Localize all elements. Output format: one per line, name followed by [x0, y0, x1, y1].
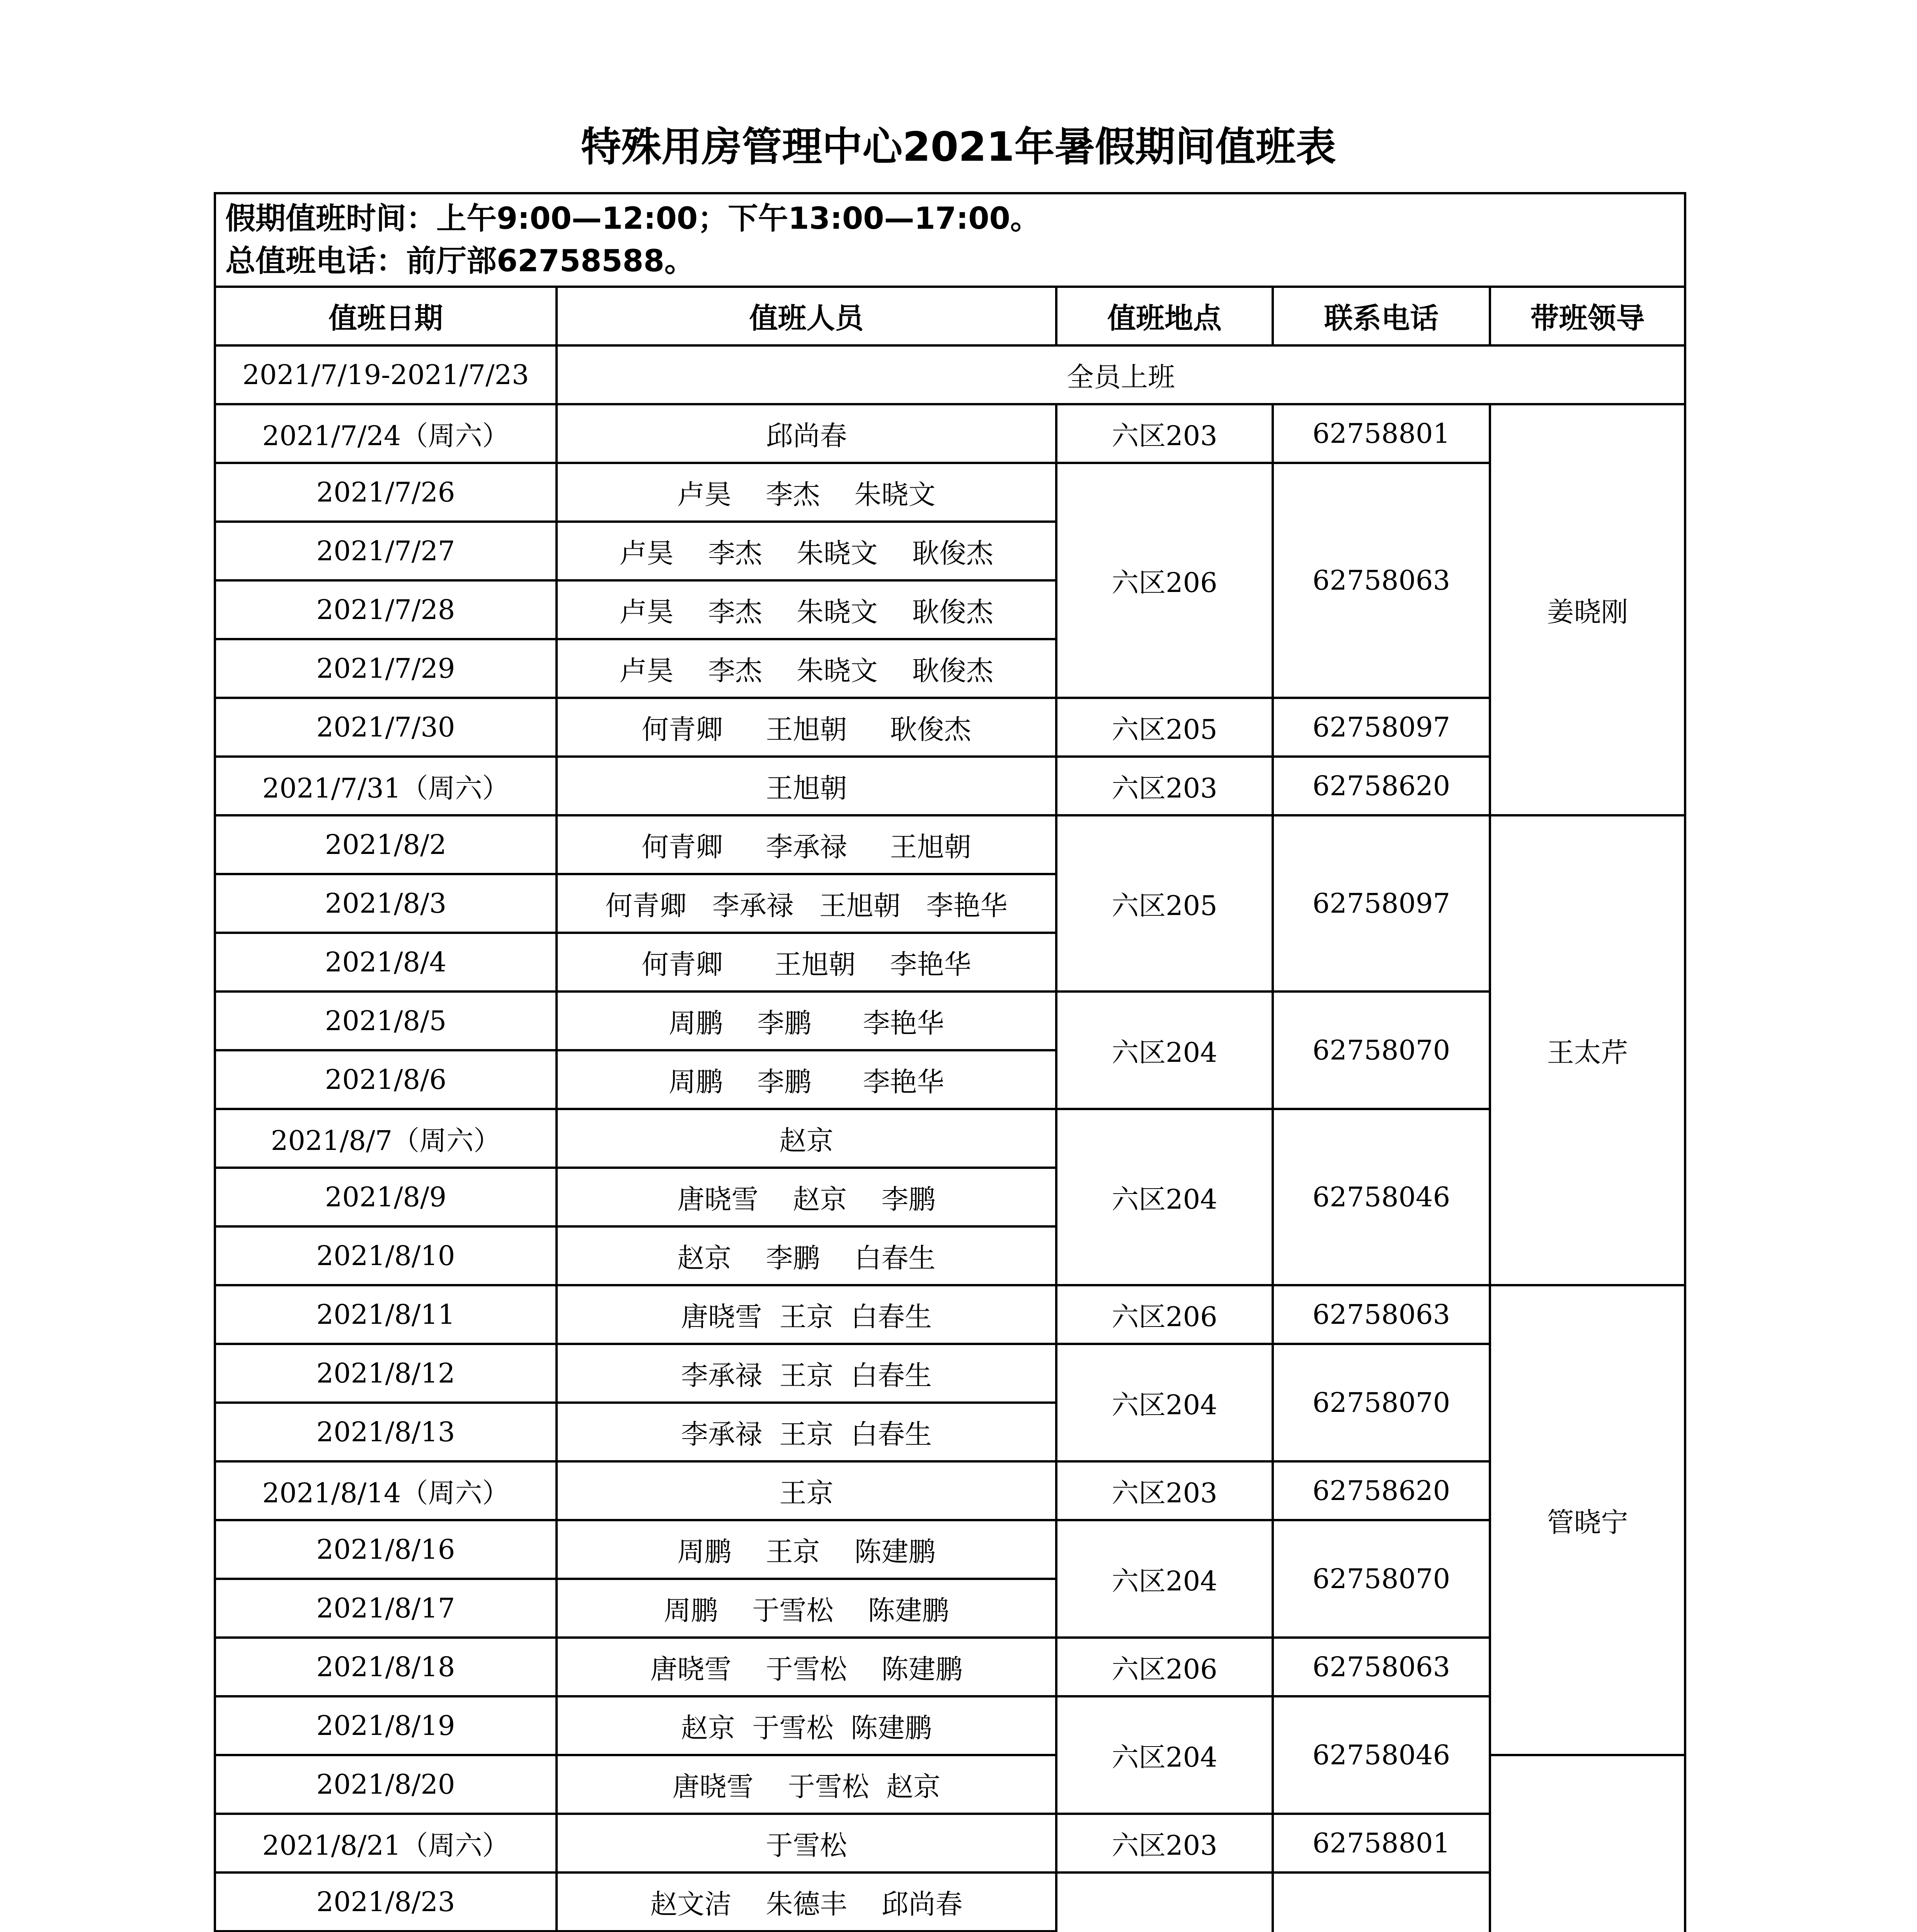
duty-hours: 假期值班时间：上午9:00—12:00；下午13:00—17:00。	[225, 201, 1040, 236]
place-cell: 六区203	[1056, 1461, 1273, 1520]
place-cell	[1056, 1872, 1273, 1932]
table-row	[215, 404, 1685, 463]
table-row	[215, 1872, 1685, 1931]
table-row	[215, 1814, 1685, 1872]
table-row	[215, 1344, 1685, 1403]
header-staff: 值班人员	[557, 287, 1056, 345]
table-row	[215, 698, 1685, 757]
date-cell: 2021/8/18	[215, 1638, 557, 1696]
date-cell: 2021/8/14（周六）	[215, 1461, 557, 1520]
staff-cell: 何青卿 李承禄 王旭朝	[557, 815, 1056, 874]
place-cell: 六区204	[1056, 992, 1273, 1109]
date-cell: 2021/8/2	[215, 815, 557, 874]
staff-cell: 唐晓雪 王京 白春生	[557, 1285, 1056, 1344]
staff-cell: 卢昊 李杰 朱晓文 耿俊杰	[557, 639, 1056, 698]
place-cell: 六区206	[1056, 463, 1273, 698]
staff-cell: 邱尚春	[557, 404, 1056, 463]
phone-cell: 62758070	[1273, 1520, 1490, 1638]
date-cell: 2021/8/12	[215, 1344, 557, 1403]
phone-cell: 62758046	[1273, 1109, 1490, 1285]
staff-cell: 李承禄 王京 白春生	[557, 1403, 1056, 1461]
table-row	[215, 1461, 1685, 1520]
date-cell: 2021/8/23	[215, 1872, 557, 1931]
date-cell: 2021/8/9	[215, 1168, 557, 1226]
table-row	[215, 815, 1685, 874]
place-cell: 六区206	[1056, 1638, 1273, 1696]
all-staff-note: 全员上班	[557, 345, 1685, 404]
place-cell: 六区204	[1056, 1520, 1273, 1638]
header-date: 值班日期	[215, 287, 557, 345]
date-cell: 2021/7/19-2021/7/23	[215, 345, 557, 404]
table-row	[215, 1520, 1685, 1579]
date-cell: 2021/8/20	[215, 1755, 557, 1814]
leader-cell: 姜晓刚	[1490, 404, 1685, 815]
staff-cell: 卢昊 李杰 朱晓文 耿俊杰	[557, 522, 1056, 580]
staff-cell: 卢昊 李杰 朱晓文	[557, 463, 1056, 522]
staff-cell: 周鹏 王京 陈建鹏	[557, 1520, 1056, 1579]
date-cell: 2021/8/6	[215, 1050, 557, 1109]
duty-schedule-table	[214, 192, 1686, 1932]
date-cell: 2021/8/4	[215, 933, 557, 992]
page-title: 特殊用房管理中心2021年暑假期间值班表	[581, 123, 1336, 170]
staff-cell: 周鹏 于雪松 陈建鹏	[557, 1579, 1056, 1638]
staff-cell: 赵文洁 朱德丰 邱尚春	[557, 1872, 1056, 1931]
place-cell: 六区205	[1056, 815, 1273, 992]
staff-cell: 何青卿 李承禄 王旭朝 李艳华	[557, 874, 1056, 933]
phone-cell: 62758097	[1273, 698, 1490, 757]
staff-cell: 赵京 于雪松 陈建鹏	[557, 1696, 1056, 1755]
date-cell: 2021/7/24（周六）	[215, 404, 557, 463]
phone-cell: 62758070	[1273, 1344, 1490, 1461]
date-cell: 2021/7/28	[215, 580, 557, 639]
date-cell: 2021/7/31（周六）	[215, 757, 557, 815]
date-cell: 2021/8/17	[215, 1579, 557, 1638]
place-cell: 六区203	[1056, 404, 1273, 463]
header-row	[215, 287, 1685, 345]
phone-cell	[1273, 1872, 1490, 1932]
staff-cell: 周鹏 李鹏 李艳华	[557, 992, 1056, 1050]
table-row	[215, 463, 1685, 522]
staff-cell: 唐晓雪 于雪松 陈建鹏	[557, 1638, 1056, 1696]
date-cell: 2021/8/5	[215, 992, 557, 1050]
leader-cell: 王太芹	[1490, 815, 1685, 1285]
staff-cell: 唐晓雪 赵京 李鹏	[557, 1168, 1056, 1226]
header-phone: 联系电话	[1273, 287, 1490, 345]
main-duty-phone: 总值班电话：前厅部62758588。	[225, 244, 695, 279]
staff-cell: 何青卿 王旭朝 耿俊杰	[557, 698, 1056, 757]
place-cell: 六区205	[1056, 698, 1273, 757]
place-cell: 六区204	[1056, 1344, 1273, 1461]
phone-cell: 62758070	[1273, 992, 1490, 1109]
staff-cell: 王京	[557, 1461, 1056, 1520]
phone-cell: 62758063	[1273, 1638, 1490, 1696]
phone-cell: 62758620	[1273, 1461, 1490, 1520]
place-cell: 六区204	[1056, 1696, 1273, 1814]
date-cell: 2021/7/26	[215, 463, 557, 522]
table-row-first	[215, 345, 1685, 404]
phone-cell: 62758097	[1273, 815, 1490, 992]
staff-cell: 卢昊 李杰 朱晓文 耿俊杰	[557, 580, 1056, 639]
table-row	[215, 992, 1685, 1050]
date-cell: 2021/8/13	[215, 1403, 557, 1461]
phone-cell: 62758801	[1273, 1814, 1490, 1872]
phone-cell: 62758801	[1273, 404, 1490, 463]
staff-cell: 何青卿 王旭朝 李艳华	[557, 933, 1056, 992]
staff-cell: 唐晓雪 于雪松 赵京	[557, 1755, 1056, 1814]
header-place: 值班地点	[1056, 287, 1273, 345]
staff-cell: 王旭朝	[557, 757, 1056, 815]
table-row	[215, 1109, 1685, 1168]
place-cell: 六区203	[1056, 757, 1273, 815]
date-cell: 2021/8/21（周六）	[215, 1814, 557, 1872]
info-cell	[215, 193, 1685, 287]
leader-cell	[1490, 1755, 1685, 1932]
staff-cell: 于雪松	[557, 1814, 1056, 1872]
date-cell: 2021/7/29	[215, 639, 557, 698]
place-cell: 六区203	[1056, 1814, 1273, 1872]
date-cell: 2021/8/16	[215, 1520, 557, 1579]
phone-cell: 62758063	[1273, 1285, 1490, 1344]
leader-cell: 管晓宁	[1490, 1285, 1685, 1755]
date-cell: 2021/8/11	[215, 1285, 557, 1344]
phone-cell: 62758046	[1273, 1696, 1490, 1814]
date-cell: 2021/7/30	[215, 698, 557, 757]
date-cell: 2021/8/3	[215, 874, 557, 933]
staff-cell: 周鹏 李鹏 李艳华	[557, 1050, 1056, 1109]
table-row	[215, 1285, 1685, 1344]
phone-cell: 62758063	[1273, 463, 1490, 698]
date-cell: 2021/8/10	[215, 1226, 557, 1285]
date-cell: 2021/8/7（周六）	[215, 1109, 557, 1168]
table-row	[215, 1638, 1685, 1696]
date-cell: 2021/8/19	[215, 1696, 557, 1755]
staff-cell: 赵京 李鹏 白春生	[557, 1226, 1056, 1285]
info-row	[215, 193, 1685, 287]
place-cell: 六区206	[1056, 1285, 1273, 1344]
header-leader: 带班领导	[1490, 287, 1685, 345]
table-row	[215, 757, 1685, 815]
staff-cell: 赵京	[557, 1109, 1056, 1168]
table-row	[215, 1696, 1685, 1755]
staff-cell: 李承禄 王京 白春生	[557, 1344, 1056, 1403]
place-cell: 六区204	[1056, 1109, 1273, 1285]
date-cell: 2021/7/27	[215, 522, 557, 580]
phone-cell: 62758620	[1273, 757, 1490, 815]
